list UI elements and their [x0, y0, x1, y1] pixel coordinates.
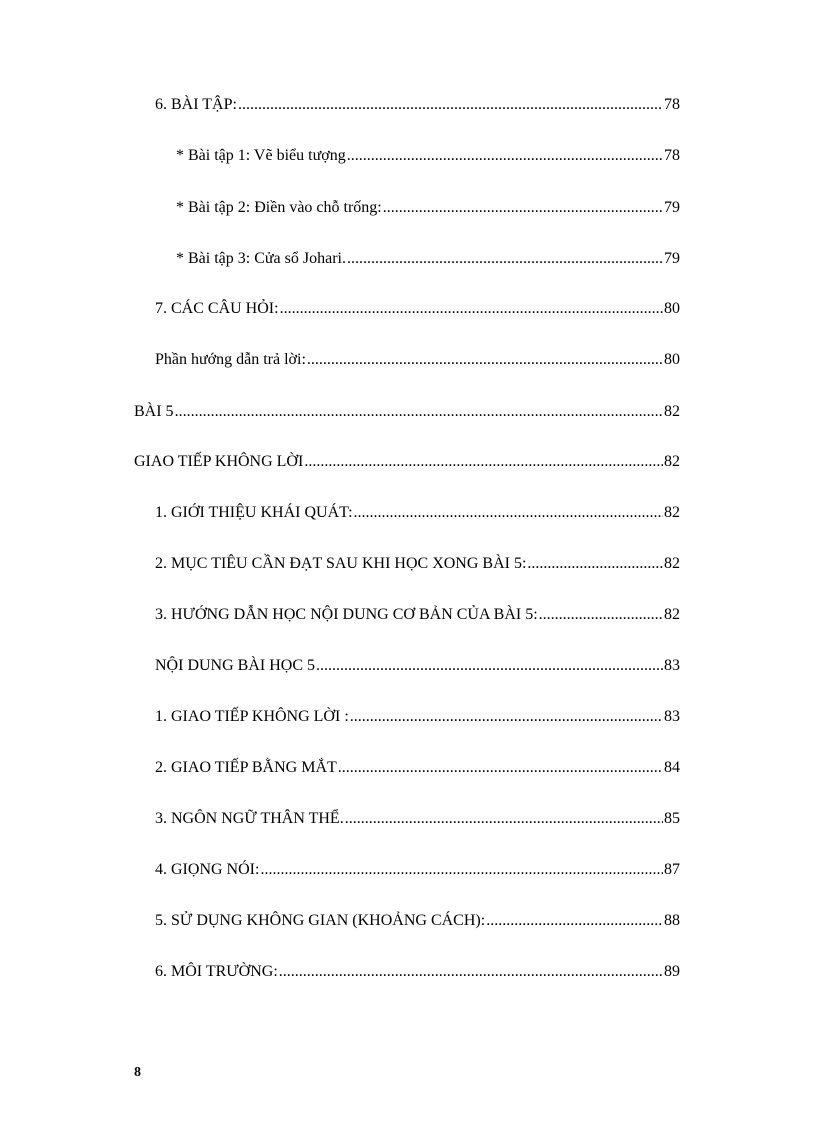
toc-entry-page: 80: [664, 351, 680, 368]
toc-entry-page: 89: [664, 963, 680, 980]
toc-entry: [155, 503, 680, 523]
toc-entry-page: 85: [664, 810, 680, 827]
toc-entry-label: 1. GIỚI THIỆU KHÁI QUÁT:: [155, 504, 353, 521]
dot-leader: [338, 758, 663, 778]
dot-leader: [345, 809, 663, 829]
toc-entry-page: 82: [664, 403, 680, 420]
toc-entry-label: 7. CÁC CÂU HỎI:: [155, 300, 279, 317]
dot-leader: [527, 554, 663, 574]
toc-entry: [176, 249, 680, 269]
toc-entry: [155, 758, 680, 778]
toc-entry-label: 6. BÀI TẬP:: [155, 96, 237, 113]
toc-entry: [176, 198, 680, 218]
toc-entry-label: * Bài tập 1: Vẽ biểu tượng: [176, 147, 346, 164]
dot-leader: [238, 95, 663, 115]
toc-entry-page: 82: [664, 606, 680, 623]
toc-entry: [155, 605, 680, 625]
dot-leader: [347, 146, 663, 166]
toc-entry-label: * Bài tập 3: Cửa sổ Johari.: [176, 250, 346, 267]
toc-entry-page: 83: [664, 657, 680, 674]
toc-entry-page: 78: [664, 147, 680, 164]
toc-entry-label: 1. GIAO TIẾP KHÔNG LỜI :: [155, 708, 349, 725]
toc-entry-page: 87: [664, 861, 680, 878]
dot-leader: [175, 402, 663, 422]
dot-leader: [307, 350, 663, 370]
toc-entry-label: 3. NGÔN NGỮ THÂN THỂ.: [155, 810, 344, 827]
toc-entry-label: 4. GIỌNG NÓI:: [155, 861, 260, 878]
toc-entry-label: GIAO TIẾP KHÔNG LỜI: [134, 453, 304, 470]
toc-entry-page: 88: [664, 912, 680, 929]
dot-leader: [350, 707, 663, 727]
toc-entry: [155, 962, 680, 982]
toc-entry-label: 6. MÔI TRƯỜNG:: [155, 963, 278, 980]
toc-entry-label: NỘI DUNG BÀI HỌC 5: [155, 657, 315, 674]
toc-entry-page: 80: [664, 300, 680, 317]
dot-leader: [486, 911, 663, 931]
dot-leader: [539, 605, 663, 625]
toc-entry: [155, 554, 680, 574]
toc-entry-page: 82: [664, 453, 680, 470]
toc-entry: [134, 402, 680, 422]
dot-leader: [316, 656, 663, 676]
toc-entry-page: 84: [664, 759, 680, 776]
toc-entry-page: 83: [664, 708, 680, 725]
page-number: 8: [134, 1065, 141, 1080]
toc-entry-label: 5. SỬ DỤNG KHÔNG GIAN (KHOẢNG CÁCH):: [155, 912, 486, 929]
toc-entry-page: 79: [664, 199, 680, 216]
toc-entry-label: BÀI 5: [134, 403, 174, 420]
toc-entry: [155, 350, 680, 370]
dot-leader: [260, 860, 663, 880]
dot-leader: [383, 198, 663, 218]
toc-entry: [155, 656, 680, 676]
toc-entry-label: 2. GIAO TIẾP BẰNG MẮT: [155, 759, 337, 776]
toc-entry: [155, 95, 680, 115]
toc-entry-page: 82: [664, 555, 680, 572]
dot-leader: [279, 962, 663, 982]
toc-entry-label: 3. HƯỚNG DẪN HỌC NỘI DUNG CƠ BẢN CỦA BÀI 5:: [155, 606, 538, 623]
toc-entry: [155, 860, 680, 880]
dot-leader: [280, 299, 663, 319]
toc-entry: [155, 299, 680, 319]
toc-entry: [176, 146, 680, 166]
toc-entry-label: 2. MỤC TIÊU CẦN ĐẠT SAU KHI HỌC XONG BÀI 5:: [155, 555, 527, 572]
toc-entry-label: * Bài tập 2: Điền vào chỗ trống:: [176, 199, 382, 216]
dot-leader: [354, 503, 663, 523]
toc-entry: [155, 809, 680, 829]
dot-leader: [304, 452, 663, 472]
toc-entry-page: 82: [664, 504, 680, 521]
toc-entry-page: 78: [664, 96, 680, 113]
toc-entry-label: Phần hướng dẫn trả lời:: [155, 351, 306, 368]
dot-leader: [347, 249, 663, 269]
toc-entry: [155, 911, 680, 931]
toc-entry-page: 79: [664, 250, 680, 267]
toc-entry: [134, 452, 680, 472]
toc-entry: [155, 707, 680, 727]
